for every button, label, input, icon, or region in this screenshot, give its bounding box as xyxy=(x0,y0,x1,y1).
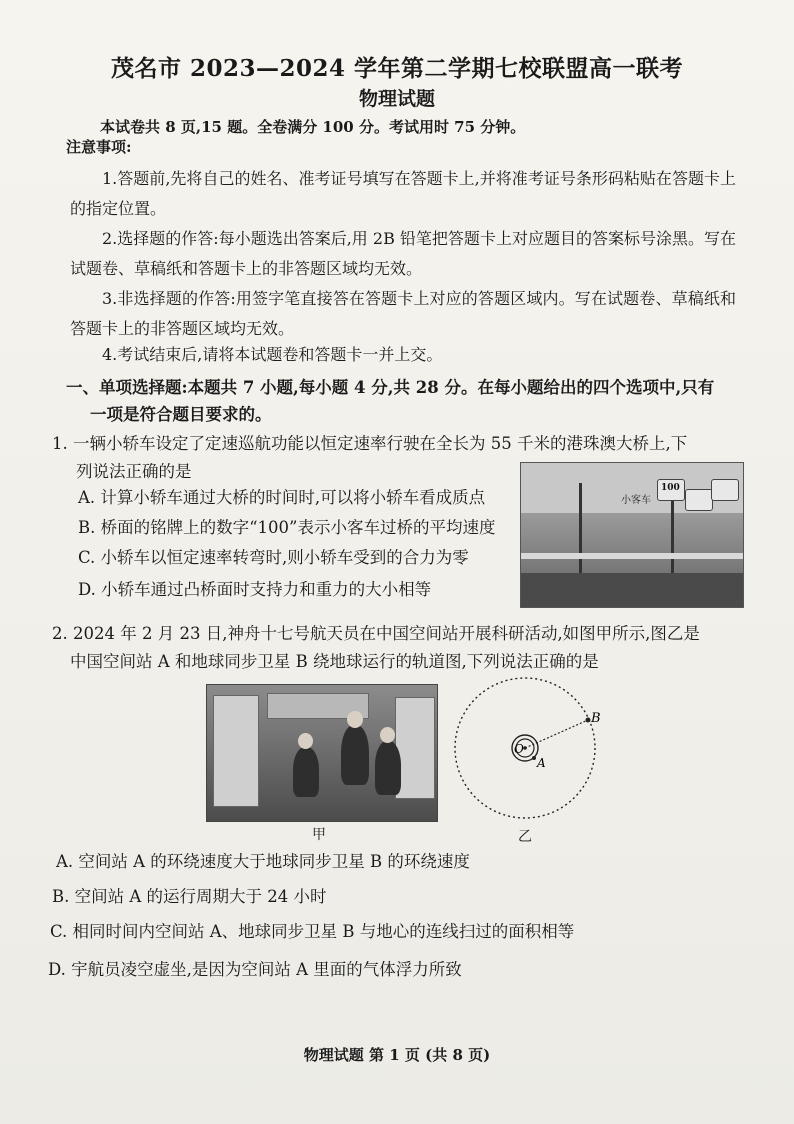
q1-option-c: C. 小轿车以恒定速率转弯时,则小轿车受到的合力为零 xyxy=(78,548,469,567)
section-heading-line1: 一、单项选择题:本题共 7 小题,每小题 4 分,共 28 分。在每小题给出的四个选项中,只有 xyxy=(66,378,715,397)
exam-title: 茂名市 2023—2024 学年第二学期七校联盟高一联考 xyxy=(110,55,684,82)
exam-info: 本试卷共 8 页,15 题。全卷满分 100 分。考试用时 75 分钟。 xyxy=(100,118,526,136)
q1-option-b: B. 桥面的铭牌上的数字“100”表示小客车过桥的平均速度 xyxy=(78,518,496,537)
label-o: O xyxy=(514,742,524,756)
q2-option-c: C. 相同时间内空间站 A、地球同步卫星 B 与地心的连线扫过的面积相等 xyxy=(50,922,575,941)
q2-option-d: D. 宇航员凌空虚坐,是因为空间站 A 里面的气体浮力所致 xyxy=(48,960,462,979)
speed-limit-sign: 100 xyxy=(661,483,680,493)
exam-subtitle: 物理试题 xyxy=(358,88,435,110)
orbit-diagram xyxy=(450,676,610,836)
label-a: A xyxy=(537,756,546,770)
q1-stem-line2: 列说法正确的是 xyxy=(76,462,192,481)
notice-2: 2.选择题的作答:每小题选出答案后,用 2B 铅笔把答题卡上对应题目的答案标号涂黑。写在试题卷、草稿纸和答题卡上的非答题区域均无效。 xyxy=(70,229,736,278)
notice-3: 3.非选择题的作答:用签字笔直接答在答题卡上对应的答题区域内。写在试题卷、草稿纸和答题卡上的非答题区域均无效。 xyxy=(70,289,736,338)
station-a-dot xyxy=(532,756,536,760)
space-station-photo xyxy=(206,684,438,822)
radius-line xyxy=(525,720,588,748)
figure-caption-yi: 乙 xyxy=(518,829,532,845)
notice-label: 注意事项: xyxy=(66,138,132,156)
q2-stem-line2: 中国空间站 A 和地球同步卫星 B 绕地球运行的轨道图,下列说法正确的是 xyxy=(70,652,599,671)
bridge-sign-text: 小客车 xyxy=(621,495,651,506)
q2-option-a: A. 空间站 A 的环绕速度大于地球同步卫星 B 的环绕速度 xyxy=(56,852,470,871)
notice-4: 4.考试结束后,请将本试题卷和答题卡一并上交。 xyxy=(102,345,443,364)
q1-option-a: A. 计算小轿车通过大桥的时间时,可以将小轿车看成质点 xyxy=(78,488,486,507)
satellite-b-dot xyxy=(586,718,591,723)
label-b: B xyxy=(591,711,601,726)
q2-stem-line1: 2. 2024 年 2 月 23 日,神舟十七号航天员在中国空间站开展科研活动,如图甲所示,图乙是 xyxy=(52,624,700,643)
notice-1: 1.答题前,先将自己的姓名、准考证号填写在答题卡上,并将准考证号条形码粘贴在答题卡上的指定位置。 xyxy=(70,169,736,218)
q2-option-b: B. 空间站 A 的运行周期大于 24 小时 xyxy=(52,887,327,906)
section-heading-line2: 一项是符合题目要求的。 xyxy=(90,405,272,424)
figure-caption-jia: 甲 xyxy=(312,827,326,843)
page-footer: 物理试题 第 1 页 (共 8 页) xyxy=(303,1046,491,1064)
q1-stem-line1: 1. 一辆小轿车设定了定速巡航功能以恒定速率行驶在全长为 55 千米的港珠澳大桥上,下 xyxy=(52,434,688,453)
bridge-photo xyxy=(520,462,744,608)
q1-option-d: D. 小轿车通过凸桥面时支持力和重力的大小相等 xyxy=(78,580,432,599)
